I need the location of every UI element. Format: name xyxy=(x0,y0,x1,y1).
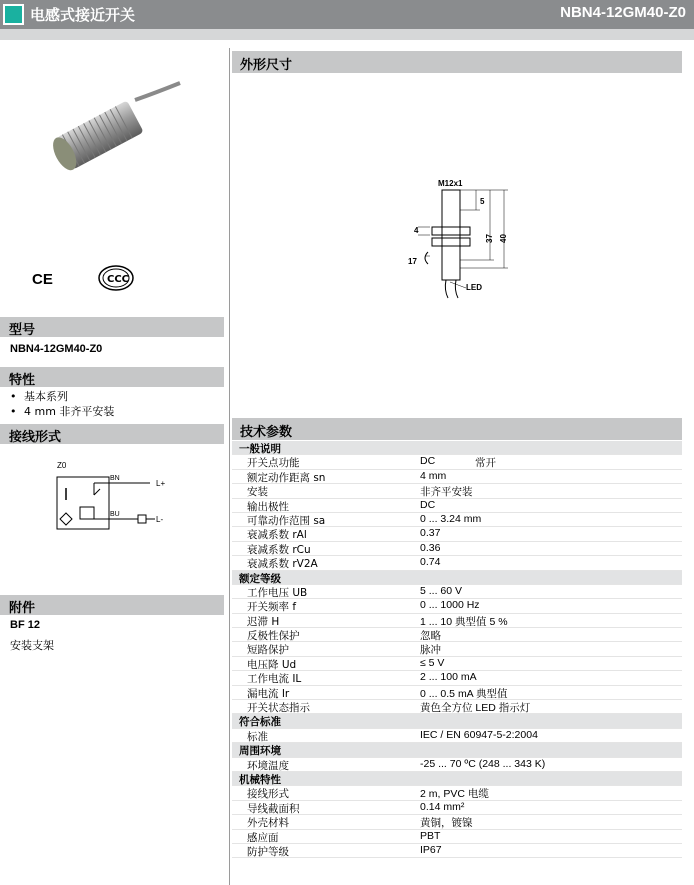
row-label: 工作电压 UB xyxy=(247,586,308,599)
minus-label: L- xyxy=(156,515,164,524)
row-value: 0 ... 3.24 mm xyxy=(420,512,482,525)
row-value: ≤ 5 V xyxy=(420,656,445,669)
dimension-drawing xyxy=(400,170,520,300)
tech-header: 技术参数 xyxy=(232,418,682,440)
led-label: LED xyxy=(466,283,482,292)
row-label: 外壳材料 xyxy=(247,817,289,830)
row-value: 0.36 xyxy=(420,541,441,554)
row-label: 额定等级 xyxy=(239,572,281,585)
row-label: 标准 xyxy=(247,730,268,743)
table-row xyxy=(232,830,682,844)
accessory-desc: 安装支架 xyxy=(10,639,54,652)
table-row xyxy=(232,700,682,714)
table-row xyxy=(232,599,682,613)
row-label: 安装 xyxy=(247,486,268,499)
row-value: 0 ... 1000 Hz xyxy=(420,599,480,612)
section-row xyxy=(232,441,682,455)
row-label: 环境温度 xyxy=(247,759,289,772)
table-row xyxy=(232,556,682,570)
row-label: 开关状态指示 xyxy=(247,702,310,715)
row-label: 防护等级 xyxy=(247,845,289,858)
ccc-icon xyxy=(98,265,134,291)
row-label: 接线形式 xyxy=(247,788,289,801)
table-row xyxy=(232,455,682,469)
dim-40: 40 xyxy=(499,234,508,243)
dimensions-header: 外形尺寸 xyxy=(232,51,682,73)
row-label: 短路保护 xyxy=(247,644,289,657)
row-value: 5 ... 60 V xyxy=(420,584,463,597)
row-label: 符合标准 xyxy=(239,716,281,729)
row-value: 0.37 xyxy=(420,527,441,540)
table-row xyxy=(232,686,682,700)
row-label: 迟滞 H xyxy=(247,615,280,628)
feature-item: • 4 mm 非齐平安装 xyxy=(10,405,115,418)
row-value: 黄色全方位 LED 指示灯 xyxy=(420,702,531,715)
row-label: 额定动作距离 sn xyxy=(247,471,326,484)
dim-5: 5 xyxy=(480,197,485,206)
row-label: 一般说明 xyxy=(239,443,281,455)
row-value-2: 常开 xyxy=(475,457,496,470)
row-value: 4 mm xyxy=(420,469,447,482)
wiring-header: 接线形式 xyxy=(0,424,224,444)
row-label: 漏电流 Ir xyxy=(247,687,290,700)
row-value: 脉冲 xyxy=(420,644,441,657)
accessory-name: BF 12 xyxy=(10,619,40,631)
section-row xyxy=(232,571,682,585)
section-row xyxy=(232,772,682,786)
section-row xyxy=(232,743,682,757)
feature-item: • 基本系列 xyxy=(10,390,68,403)
row-value: DC xyxy=(420,498,436,511)
table-row xyxy=(232,786,682,800)
table-row xyxy=(232,628,682,642)
table-row xyxy=(232,758,682,772)
bu-label: BU xyxy=(110,511,120,518)
brand-square xyxy=(3,4,24,25)
ce-mark: CE xyxy=(32,271,53,288)
row-value: 非齐平安装 xyxy=(420,486,473,499)
row-label: 输出极性 xyxy=(247,500,289,513)
row-value: IEC / EN 60947-5-2:2004 xyxy=(420,728,538,741)
page-title: 电感式接近开关 xyxy=(30,6,136,24)
sub-bar xyxy=(0,29,694,40)
row-label: 工作电流 IL xyxy=(247,673,302,686)
row-value: 2 ... 100 mA xyxy=(420,671,477,684)
row-label: 可靠动作范围 sa xyxy=(247,514,326,527)
features-header: 特性 xyxy=(0,367,224,387)
row-label: 周围环境 xyxy=(239,745,281,758)
row-label: 感应面 xyxy=(247,831,279,844)
table-row xyxy=(232,815,682,829)
row-value: 0 ... 0.5 mA 典型值 xyxy=(420,687,508,700)
table-row xyxy=(232,671,682,685)
row-value: 忽略 xyxy=(420,630,441,643)
row-value: PBT xyxy=(420,829,441,842)
row-value: 0.14 mm² xyxy=(420,800,465,813)
dim-4: 4 xyxy=(414,226,419,235)
tech-table xyxy=(232,441,682,858)
sensor-photo xyxy=(45,75,185,190)
table-row xyxy=(232,585,682,599)
bn-label: BN xyxy=(110,475,120,482)
wiring-label: Z0 xyxy=(57,461,67,470)
row-value: IP67 xyxy=(420,843,442,856)
dim-17: 17 xyxy=(408,257,417,266)
row-label: 电压降 Ud xyxy=(247,658,297,671)
section-row xyxy=(232,714,682,728)
row-value: 黄铜，镀镍 xyxy=(420,817,473,830)
row-label: 衰减系数 rAl xyxy=(247,529,307,542)
table-row xyxy=(232,527,682,541)
model-title: NBN4-12GM40-Z0 xyxy=(560,4,686,21)
table-row xyxy=(232,844,682,858)
wiring-diagram xyxy=(50,455,180,535)
row-label: 机械特性 xyxy=(239,773,281,786)
type-header: 型号 xyxy=(0,317,224,337)
table-row xyxy=(232,657,682,671)
dim-37: 37 xyxy=(485,234,494,243)
row-value: 1 ... 10 典型值 5 % xyxy=(420,615,508,628)
row-label: 衰减系数 rCu xyxy=(247,543,311,556)
svg-text:CCC: CCC xyxy=(107,274,130,285)
plus-label: L+ xyxy=(156,479,166,488)
row-value: -25 ... 70 ºC (248 ... 343 K) xyxy=(420,757,546,770)
row-label: 开关点功能 xyxy=(247,457,300,470)
table-row xyxy=(232,513,682,527)
table-row xyxy=(232,499,682,513)
table-row xyxy=(232,801,682,815)
table-row xyxy=(232,470,682,484)
row-label: 导线截面积 xyxy=(247,802,300,815)
row-label: 衰减系数 rV2A xyxy=(247,558,318,571)
table-row xyxy=(232,484,682,498)
row-value: 2 m, PVC 电缆 xyxy=(420,788,489,801)
type-value: NBN4-12GM40-Z0 xyxy=(10,343,103,355)
row-value: 0.74 xyxy=(420,556,441,569)
row-label: 反极性保护 xyxy=(247,630,300,643)
row-value: DC xyxy=(420,455,436,468)
accessories-header: 附件 xyxy=(0,595,224,615)
column-divider xyxy=(229,48,230,885)
table-row xyxy=(232,614,682,628)
table-row xyxy=(232,542,682,556)
thread-label: M12x1 xyxy=(438,179,463,188)
table-row xyxy=(232,729,682,743)
header-bar xyxy=(0,0,694,29)
row-label: 开关频率 f xyxy=(247,601,297,614)
table-row xyxy=(232,642,682,656)
